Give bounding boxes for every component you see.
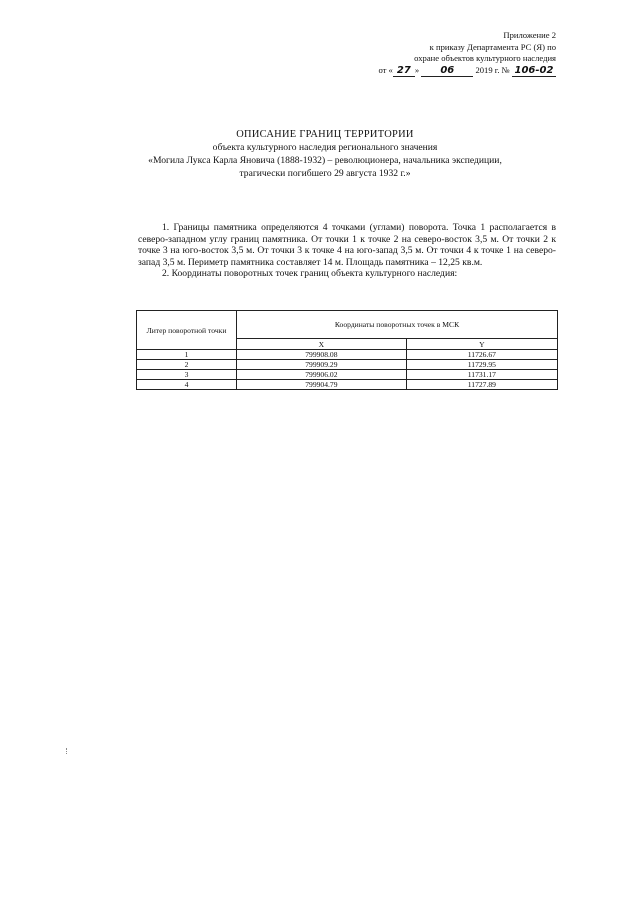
cell-point: 4 xyxy=(137,380,237,390)
header-point: Литер поворотной точки xyxy=(137,311,237,350)
appendix-label: Приложение 2 xyxy=(503,30,556,40)
cell-y: 11727.89 xyxy=(406,380,557,390)
appendix-header xyxy=(336,30,556,77)
table-row xyxy=(137,380,558,390)
date-day: 27 xyxy=(393,65,415,78)
paragraph-boundaries: 1. Границы памятника определяются 4 точками (углами) поворота. Точка 1 располагается в северо-западном углу границ памятника. От точки 1 к точке 2 на северо-восток 3,5 м. От точки 2 к точке 3 на юго-восток 3,5 м. От точки 3 к точке 4 на юго-запад 3,5 м. От точки 4 к точке 1 на северо-запад 3,5 м. Периметр памятника составляет 14 м. Площадь памятника – 12,25 кв.м. xyxy=(138,222,556,268)
cell-x: 799908.08 xyxy=(237,350,407,360)
object-category-line: объекта культурного наследия регионального значения xyxy=(212,142,438,153)
cell-point: 3 xyxy=(137,370,237,380)
order-number: 106-02 xyxy=(512,65,556,78)
header-coordinates: Координаты поворотных точек в МСК xyxy=(237,311,558,339)
header-x: X xyxy=(237,339,407,350)
object-name-line: «Могила Лукса Карла Яновича (1888-1932) – революционера, начальника экспедиции, xyxy=(148,155,502,166)
cell-point: 1 xyxy=(137,350,237,360)
date-mid: » xyxy=(414,64,420,75)
coordinates-table xyxy=(136,310,558,390)
cell-x: 799906.02 xyxy=(237,370,407,380)
cell-y: 11731.17 xyxy=(406,370,557,380)
object-name-line-2: трагически погибшего 29 августа 1932 г.» xyxy=(239,168,411,179)
table-row xyxy=(137,360,558,370)
cell-point: 2 xyxy=(137,360,237,370)
header-y: Y xyxy=(406,339,557,350)
cell-y: 11726.67 xyxy=(406,350,557,360)
table-row xyxy=(137,350,558,360)
date-month: 06 xyxy=(421,65,473,78)
scan-artifact xyxy=(66,748,68,754)
date-prefix: от « xyxy=(378,64,393,75)
title-block xyxy=(120,128,530,180)
appendix-department-line: охране объектов культурного наследия xyxy=(414,53,556,64)
cell-y: 11729.95 xyxy=(406,360,557,370)
paragraph-coordinates-intro: 2. Координаты поворотных точек границ объекта культурного наследия: xyxy=(162,268,458,280)
cell-x: 799904.79 xyxy=(237,380,407,390)
body-text xyxy=(138,222,556,280)
table-row xyxy=(137,370,558,380)
date-suffix: 2019 г. № xyxy=(475,64,510,75)
document-heading: ОПИСАНИЕ ГРАНИЦ ТЕРРИТОРИИ xyxy=(236,129,414,140)
appendix-order-line: к приказу Департамента РС (Я) по xyxy=(429,41,556,52)
cell-x: 799909.29 xyxy=(237,360,407,370)
appendix-date-line xyxy=(336,65,556,78)
